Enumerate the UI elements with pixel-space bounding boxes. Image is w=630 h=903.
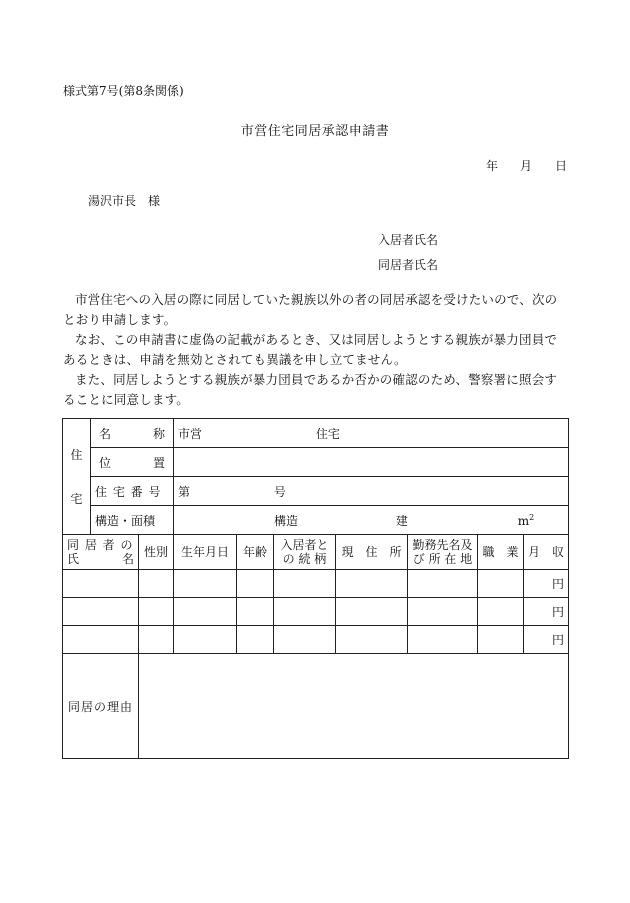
cohabitant-income-cell[interactable]: 円 xyxy=(524,570,569,598)
date-year-label: 年 xyxy=(486,159,499,173)
reason-input[interactable] xyxy=(139,654,569,759)
reason-label: 同居の理由 xyxy=(63,654,139,759)
housing-name-value[interactable]: 市営 住宅 xyxy=(174,419,569,448)
col-address-header: 現 住 所 xyxy=(336,535,408,570)
body-text xyxy=(63,290,567,410)
table-row xyxy=(63,598,569,626)
housing-number-label: 住 宅 番 号 xyxy=(91,477,174,506)
cohabitant-age-cell[interactable] xyxy=(237,598,274,626)
cohabitant-work-cell[interactable] xyxy=(408,626,478,654)
form-number: 様式第7号(第8条関係) xyxy=(63,84,184,98)
paragraph-police-inquiry: また、同居しようとする親族が暴力団員であるか否かの確認のため、警察署に照会することに同意します。 xyxy=(63,372,558,407)
housing-name-label: 名 称 xyxy=(91,419,174,448)
cohabitant-name-cell[interactable] xyxy=(63,626,139,654)
housing-group-label: 住 宅 xyxy=(63,419,91,535)
col-name-header: 同 居 者 の 氏 名 xyxy=(63,535,139,570)
housing-location-row xyxy=(63,448,569,477)
cohabitant-header-row xyxy=(63,535,569,570)
addressee: 湯沢市長 様 xyxy=(88,194,161,208)
reason-row xyxy=(63,654,569,759)
cohabitant-relation-cell[interactable] xyxy=(274,570,336,598)
square-meter-unit: $m^2$ xyxy=(517,512,535,528)
table-row xyxy=(63,626,569,654)
cohabitant-name-label: 同居者氏名 xyxy=(378,258,439,272)
cohabitant-age-cell[interactable] xyxy=(237,570,274,598)
cohabitant-address-cell[interactable] xyxy=(336,626,408,654)
cohabitant-sex-cell[interactable] xyxy=(139,598,174,626)
cohabitant-income-cell[interactable]: 円 xyxy=(524,598,569,626)
paragraph-request: 市営住宅への入居の際に同居していた親族以外の者の同居承認を受けたいので、次のとおり申請します。 xyxy=(63,292,558,327)
housing-structure-row xyxy=(63,506,569,535)
col-relation-header: 入居者と の 続 柄 xyxy=(274,535,336,570)
housing-number-row xyxy=(63,477,569,506)
housing-number-value[interactable]: 第 号 xyxy=(174,477,569,506)
cohabitant-job-cell[interactable] xyxy=(478,626,524,654)
paragraph-false-statement: なお、この申請書に虚偽の記載があるとき、又は同居しようとする親族が暴力団員であるときは、申請を無効とされても異議を申し立てません。 xyxy=(63,332,558,367)
cohabitant-sex-cell[interactable] xyxy=(139,626,174,654)
resident-name-label: 入居者氏名 xyxy=(378,233,439,247)
cohabitant-address-cell[interactable] xyxy=(336,598,408,626)
cohabitant-relation-cell[interactable] xyxy=(274,598,336,626)
table-row xyxy=(63,570,569,598)
col-age-header: 年齢 xyxy=(237,535,274,570)
cohabitant-sex-cell[interactable] xyxy=(139,570,174,598)
cohabitant-birth-cell[interactable] xyxy=(174,626,237,654)
cohabitant-job-cell[interactable] xyxy=(478,598,524,626)
application-table xyxy=(62,418,569,759)
cohabitant-relation-cell[interactable] xyxy=(274,626,336,654)
cohabitant-age-cell[interactable] xyxy=(237,626,274,654)
col-work-header: 勤務先名及 び 所 在 地 xyxy=(408,535,478,570)
cohabitant-work-cell[interactable] xyxy=(408,570,478,598)
housing-location-value[interactable] xyxy=(174,448,569,477)
cohabitant-income-cell[interactable]: 円 xyxy=(524,626,569,654)
cohabitant-address-cell[interactable] xyxy=(336,570,408,598)
col-sex-header: 性別 xyxy=(139,535,174,570)
col-job-header: 職 業 xyxy=(478,535,524,570)
housing-structure-value[interactable]: 構造 建 $m^2$ xyxy=(174,506,569,535)
housing-structure-label: 構造・面積 xyxy=(91,506,174,535)
cohabitant-name-cell[interactable] xyxy=(63,598,139,626)
cohabitant-birth-cell[interactable] xyxy=(174,598,237,626)
date-month-label: 月 xyxy=(520,159,533,173)
cohabitant-job-cell[interactable] xyxy=(478,570,524,598)
date-day-label: 日 xyxy=(555,159,568,173)
cohabitant-work-cell[interactable] xyxy=(408,598,478,626)
col-birth-header: 生年月日 xyxy=(174,535,237,570)
cohabitant-name-cell[interactable] xyxy=(63,570,139,598)
cohabitant-birth-cell[interactable] xyxy=(174,570,237,598)
page-title: 市営住宅同居承認申請書 xyxy=(240,124,390,139)
housing-location-label: 位 置 xyxy=(91,448,174,477)
col-income-header: 月 収 xyxy=(524,535,569,570)
housing-name-row xyxy=(63,419,569,448)
